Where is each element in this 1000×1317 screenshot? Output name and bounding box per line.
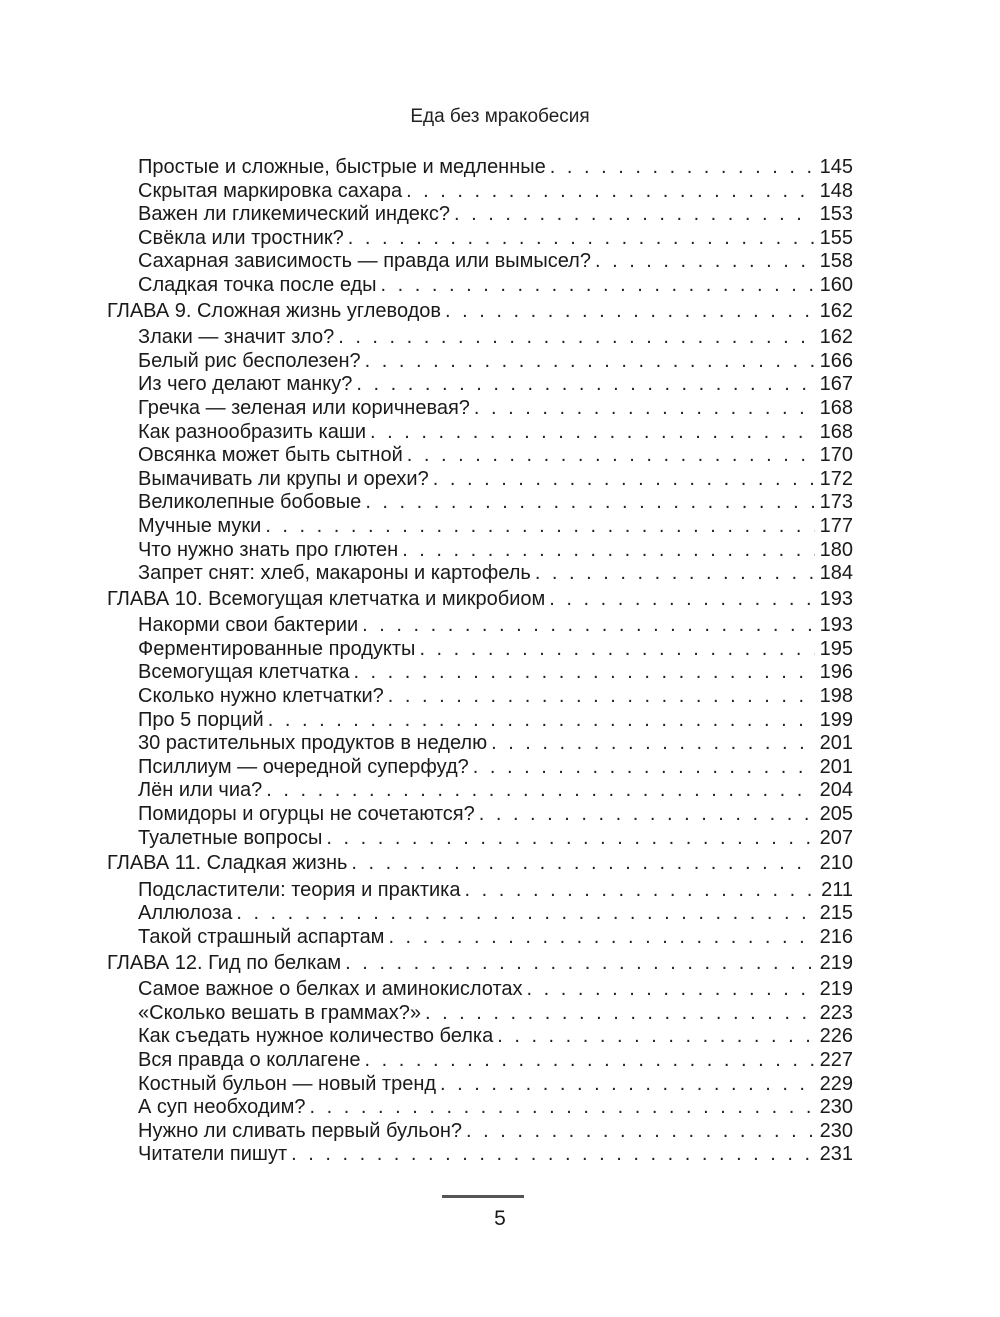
toc-entry-title: Запрет снят: хлеб, макароны и картофель	[138, 562, 531, 585]
toc-entry-title: ГЛАВА 11. Сладкая жизнь	[107, 852, 348, 875]
toc-section-entry	[107, 1096, 853, 1120]
page-number: 5	[494, 1207, 506, 1230]
dot-leader	[365, 491, 815, 515]
dot-leader	[425, 1002, 815, 1026]
dot-leader	[362, 614, 815, 638]
dot-leader	[268, 709, 815, 733]
dot-leader	[402, 539, 815, 563]
toc-entry-title: Подсластители: теория и практика	[138, 878, 461, 901]
toc-chapter-entry	[107, 852, 853, 876]
running-head: Еда без мракобесия	[410, 106, 590, 127]
toc-section-entry	[107, 1025, 853, 1049]
toc-section-entry	[107, 444, 853, 468]
toc-entry-page: 230	[819, 1119, 853, 1142]
toc-section-entry	[107, 156, 853, 180]
dot-leader	[351, 852, 815, 876]
dot-leader	[338, 326, 815, 350]
toc-entry-title: Важен ли гликемический индекс?	[138, 203, 450, 226]
toc-section-entry	[107, 709, 853, 733]
toc-entry-title: Накорми свои бактерии	[138, 614, 359, 637]
toc-entry-title: Скрытая маркировка сахара	[138, 179, 403, 202]
toc-entry-title: А суп необходим?	[138, 1096, 306, 1119]
toc-entry-title: Костный бульон — новый тренд	[138, 1072, 437, 1095]
toc-entry-title: Псиллиум — очередной суперфуд?	[138, 755, 469, 778]
toc-entry-title: Вымачивать ли крупы и орехи?	[138, 467, 429, 490]
toc-entry-title: Сахарная зависимость — правда или вымысел?	[138, 250, 591, 273]
toc-section-entry	[107, 227, 853, 251]
toc-section-entry	[107, 326, 853, 350]
dot-leader	[291, 1143, 815, 1167]
toc-section-entry	[107, 638, 853, 662]
toc-entry-page: 170	[819, 444, 853, 467]
dot-leader	[419, 638, 815, 662]
dot-leader	[370, 421, 815, 445]
toc-section-entry	[107, 879, 853, 903]
dot-leader	[348, 227, 815, 251]
toc-section-entry	[107, 515, 853, 539]
toc-entry-page: 198	[819, 685, 853, 708]
toc-entry-page: 180	[819, 538, 853, 561]
toc-entry-page: 145	[819, 156, 853, 178]
toc-entry-title: ГЛАВА 9. Сложная жизнь углеводов	[107, 299, 442, 322]
toc-entry-page: 204	[819, 779, 853, 802]
toc-entry-page: 199	[819, 708, 853, 731]
dot-leader	[326, 827, 815, 851]
toc-entry-title: Сколько нужно клетчатки?	[138, 685, 384, 708]
toc-section-entry	[107, 1143, 853, 1167]
toc-entry-page: 162	[819, 299, 853, 322]
toc-entry-title: Туалетные вопросы	[138, 826, 323, 849]
toc-chapter-entry	[107, 952, 853, 976]
toc-entry-page: 195	[819, 637, 853, 660]
toc-entry-title: Всемогущая клетчатка	[138, 661, 350, 684]
toc-entry-page: 230	[819, 1096, 853, 1119]
toc-entry-title: Про 5 порций	[138, 708, 264, 731]
toc-entry-page: 219	[819, 978, 853, 1001]
dot-leader	[550, 156, 815, 180]
toc-section-entry	[107, 756, 853, 780]
dot-leader	[535, 562, 815, 586]
toc-entry-page: 193	[819, 587, 853, 610]
footer-rule	[442, 1195, 524, 1198]
toc-section-entry	[107, 1049, 853, 1073]
toc-entry-page: 168	[819, 420, 853, 443]
toc-entry-page: 158	[819, 250, 853, 273]
toc-entry-title: Свёкла или тростник?	[138, 226, 344, 249]
toc-entry-title: Такой страшный аспартам	[138, 926, 385, 948]
toc-entry-page: 184	[819, 562, 853, 585]
dot-leader	[407, 444, 815, 468]
dot-leader	[454, 203, 815, 227]
toc-entry-page: 229	[819, 1072, 853, 1095]
toc-section-entry	[107, 827, 853, 851]
toc-entry-title: «Сколько вешать в граммах?»	[138, 1001, 421, 1024]
toc-entry-title: Как съедать нужное количество белка	[138, 1025, 494, 1048]
dot-leader	[479, 803, 815, 827]
toc-entry-page: 216	[819, 926, 853, 948]
toc-entry-title: Вся правда о коллагене	[138, 1048, 361, 1071]
toc-entry-page: 231	[819, 1143, 853, 1166]
toc-entry-title: Великолепные бобовые	[138, 491, 362, 514]
toc-entry-page: 211	[821, 878, 853, 901]
toc-section-entry	[107, 539, 853, 563]
toc-section-entry	[107, 250, 853, 274]
dot-leader	[236, 902, 815, 926]
toc-section-entry	[107, 1120, 853, 1144]
dot-leader	[265, 515, 815, 539]
toc-entry-title: Нужно ли сливать первый бульон?	[138, 1119, 462, 1142]
toc-entry-title: Простые и сложные, быстрые и медленные	[138, 156, 546, 178]
toc-section-entry	[107, 779, 853, 803]
toc-entry-title: Как разнообразить каши	[138, 420, 367, 443]
toc-entry-title: Самое важное о белках и аминокислотах	[138, 978, 523, 1001]
toc-section-entry	[107, 685, 853, 709]
dot-leader	[381, 274, 815, 298]
toc-section-entry	[107, 203, 853, 227]
toc-entry-page: 201	[819, 732, 853, 755]
dot-leader	[365, 1049, 816, 1073]
toc-entry-title: 30 растительных продуктов в неделю	[138, 732, 488, 755]
toc-entry-page: 173	[819, 491, 853, 514]
toc-entry-title: Ферментированные продукты	[138, 637, 416, 660]
toc-entry-page: 162	[819, 326, 853, 349]
toc-section-entry	[107, 397, 853, 421]
toc-entry-page: 215	[819, 902, 853, 925]
toc-section-entry	[107, 902, 853, 926]
toc-entry-page: 210	[819, 852, 853, 875]
dot-leader	[473, 756, 815, 780]
dot-leader	[497, 1025, 815, 1049]
toc-entry-title: Злаки — значит зло?	[138, 326, 335, 349]
toc-section-entry	[107, 350, 853, 374]
dot-leader	[356, 373, 815, 397]
toc-entry-title: ГЛАВА 10. Всемогущая клетчатка и микробиом	[107, 587, 546, 610]
toc-entry-page: 207	[819, 826, 853, 849]
toc-entry-title: Белый рис бесполезен?	[138, 349, 361, 372]
dot-leader	[388, 926, 815, 950]
dot-leader	[365, 350, 815, 374]
toc-entry-page: 148	[819, 179, 853, 202]
toc-entry-page: 167	[819, 373, 853, 396]
dot-leader	[491, 732, 815, 756]
toc-entry-title: Овсянка может быть сытной	[138, 444, 403, 467]
toc-entry-title: Сладкая точка после еды	[138, 273, 377, 296]
toc-section-entry	[107, 274, 853, 298]
dot-leader	[595, 250, 815, 274]
toc-entry-title: Читатели пишут	[138, 1143, 288, 1166]
toc-section-entry	[107, 373, 853, 397]
toc-entry-page: 219	[819, 951, 853, 974]
toc-entry-title: Гречка — зеленая или коричневая?	[138, 396, 470, 419]
dot-leader	[549, 588, 815, 612]
toc-entry-page: 153	[819, 203, 853, 226]
toc-section-entry	[107, 562, 853, 586]
dot-leader	[310, 1096, 815, 1120]
dot-leader	[440, 1073, 815, 1097]
toc-entry-page: 172	[819, 467, 853, 490]
dot-leader	[474, 397, 815, 421]
toc-entry-title: ГЛАВА 12. Гид по белкам	[107, 951, 342, 974]
toc-section-entry	[107, 1002, 853, 1026]
dot-leader	[466, 1120, 815, 1144]
toc-entry-page: 168	[819, 396, 853, 419]
toc-entry-page: 177	[819, 514, 853, 537]
toc-section-entry	[107, 978, 853, 1002]
toc-entry-title: Лён или чиа?	[138, 779, 263, 802]
toc-section-entry	[107, 661, 853, 685]
toc-entry-page: 155	[819, 226, 853, 249]
dot-leader	[465, 879, 816, 903]
dot-leader	[345, 952, 815, 976]
toc-chapter-entry	[107, 588, 853, 612]
toc-entry-page: 226	[819, 1025, 853, 1048]
toc-entry-page: 160	[819, 273, 853, 296]
toc-entry-title: Из чего делают манку?	[138, 373, 353, 396]
toc-entry-title: Что нужно знать про глютен	[138, 538, 399, 561]
toc-entry-page: 227	[819, 1048, 853, 1071]
dot-leader	[406, 180, 815, 204]
toc-section-entry	[107, 803, 853, 827]
toc-entry-title: Помидоры и огурцы не сочетаются?	[138, 803, 475, 826]
dot-leader	[353, 661, 815, 685]
dot-leader	[388, 685, 815, 709]
toc-section-entry	[107, 468, 853, 492]
toc-entry-page: 193	[819, 614, 853, 637]
dot-leader	[433, 468, 815, 492]
toc-section-entry	[107, 926, 853, 950]
toc-section-entry	[107, 421, 853, 445]
toc-section-entry	[107, 732, 853, 756]
dot-leader	[445, 300, 815, 324]
toc-section-entry	[107, 614, 853, 638]
toc-entry-title: Мучные муки	[138, 514, 262, 537]
toc-entry-title: Аллюлоза	[138, 902, 233, 925]
dot-leader	[266, 779, 815, 803]
toc-entry-page: 223	[819, 1001, 853, 1024]
toc-section-entry	[107, 491, 853, 515]
toc-entry-page: 201	[819, 755, 853, 778]
toc-chapter-entry	[107, 300, 853, 324]
toc-section-entry	[107, 180, 853, 204]
toc-entry-page: 205	[819, 803, 853, 826]
table-of-contents	[107, 156, 853, 1167]
toc-entry-page: 196	[819, 661, 853, 684]
toc-entry-page: 166	[819, 349, 853, 372]
dot-leader	[527, 978, 815, 1002]
toc-section-entry	[107, 1073, 853, 1097]
